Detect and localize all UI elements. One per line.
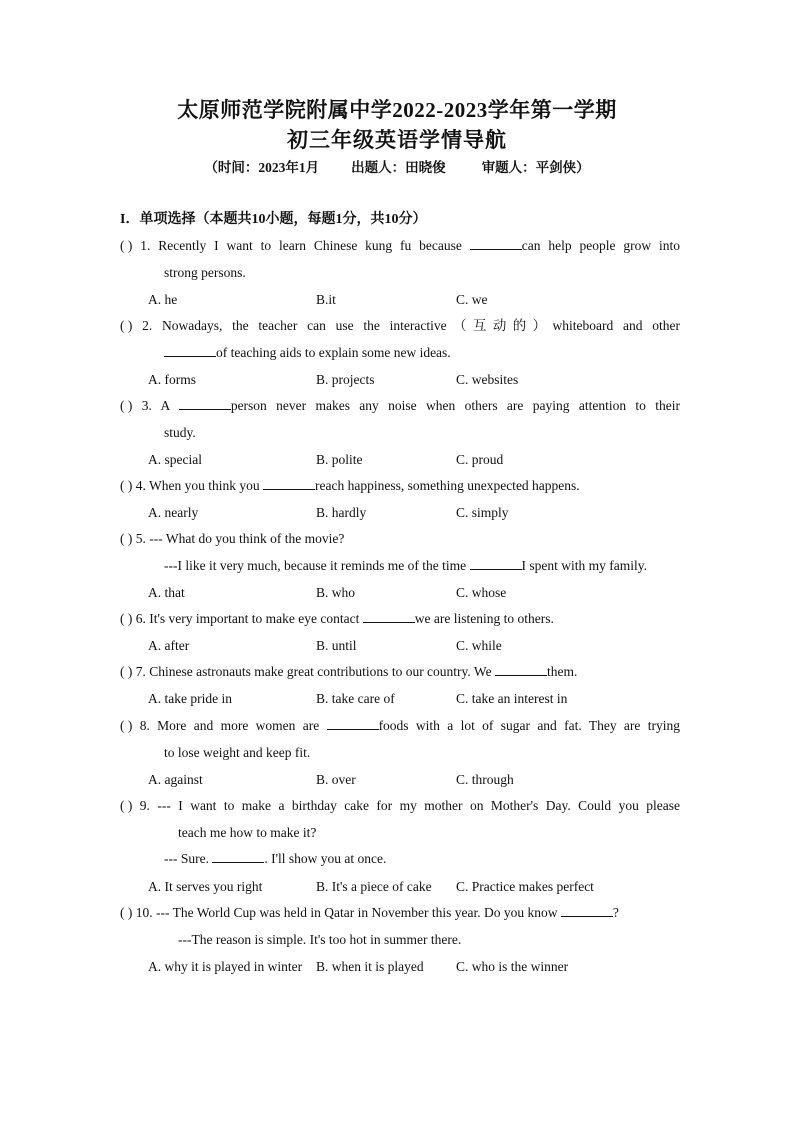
- option-a[interactable]: A. It serves you right: [148, 879, 263, 894]
- question-5: ( ) 5. --- What do you think of the movie? ---I like it very much, because it reminds me of the time I spent with my family.: [120, 531, 648, 573]
- question-1: ( ) 1. Recently I want to learn Chinese kung fu because can help people grow into strong persons.: [120, 238, 680, 280]
- exam-subtitle: 初三年级英语学情导航: [287, 128, 507, 152]
- question-4: ( ) 4. When you think you reach happiness, something unexpected happens.: [120, 478, 580, 493]
- option-c[interactable]: C. websites: [456, 372, 519, 387]
- option-c[interactable]: C. proud: [456, 452, 504, 467]
- exam-setter: 出题人：田晓俊: [351, 160, 446, 175]
- option-a[interactable]: A. he: [148, 292, 178, 307]
- option-a[interactable]: A. nearly: [148, 505, 199, 520]
- option-b[interactable]: B. projects: [316, 372, 375, 387]
- option-c[interactable]: C. whose: [456, 585, 507, 600]
- question-10: ( ) 10. --- The World Cup was held in Qatar in November this year. Do you know ? ---The reason is simple. It's too hot in summer there.: [120, 905, 619, 947]
- exam-time: （时间：2023年1月: [204, 160, 320, 175]
- answer-blank[interactable]: [363, 610, 415, 623]
- option-a[interactable]: A. after: [148, 638, 190, 653]
- answer-blank[interactable]: [470, 237, 522, 250]
- question-9: ( ) 9. --- I want to make a birthday cake for my mother on Mother's Day. Could you please teach me how to make it? --- Sure. . I'll show you at once.: [120, 798, 680, 866]
- option-b[interactable]: B. polite: [316, 452, 363, 467]
- option-b[interactable]: B. take care of: [316, 691, 395, 706]
- option-a[interactable]: A. against: [148, 772, 203, 787]
- section-heading: I．单项选择（本题共10小题，每题1分，共10分）: [120, 212, 427, 227]
- option-b[interactable]: B. who: [316, 585, 356, 600]
- option-b[interactable]: B. It's a piece of cake: [316, 879, 432, 894]
- answer-blank[interactable]: [495, 663, 547, 676]
- answer-blank[interactable]: [179, 397, 231, 410]
- answer-blank[interactable]: [327, 717, 379, 730]
- answer-blank[interactable]: [470, 557, 522, 570]
- option-c[interactable]: C. take an interest in: [456, 691, 568, 706]
- option-b[interactable]: B. when it is played: [316, 959, 424, 974]
- option-c[interactable]: C. through: [456, 772, 514, 787]
- answer-blank[interactable]: [164, 344, 216, 357]
- option-c[interactable]: C. who is the winner: [456, 959, 569, 974]
- question-8: ( ) 8. More and more women are foods with a lot of sugar and fat. They are trying to lose weight and keep fit.: [120, 718, 680, 760]
- option-c[interactable]: C. simply: [456, 505, 509, 520]
- question-2: ( ) 2. Nowadays, the teacher can use the interactive（互动的）whiteboard and other of teaching aids to explain some new ideas.: [120, 318, 680, 360]
- option-b[interactable]: B. over: [316, 772, 356, 787]
- exam-title: 太原师范学院附属中学2022-2023学年第一学期: [177, 98, 617, 122]
- answer-blank[interactable]: [263, 477, 315, 490]
- question-7: ( ) 7. Chinese astronauts make great contributions to our country. We them.: [120, 664, 578, 679]
- option-b[interactable]: B. hardly: [316, 505, 367, 520]
- option-a[interactable]: A. forms: [148, 372, 196, 387]
- exam-meta: [0, 156, 794, 176]
- option-c[interactable]: C. while: [456, 638, 502, 653]
- answer-blank[interactable]: [561, 904, 613, 917]
- option-c[interactable]: C. we: [456, 292, 488, 307]
- option-b[interactable]: B. until: [316, 638, 357, 653]
- option-a[interactable]: A. that: [148, 585, 185, 600]
- option-a[interactable]: A. take pride in: [148, 691, 232, 706]
- exam-reviewer: 审题人：平剑侠）: [481, 160, 590, 175]
- option-a[interactable]: A. why it is played in winter: [148, 959, 303, 974]
- question-6: ( ) 6. It's very important to make eye contact we are listening to others.: [120, 611, 554, 626]
- option-c[interactable]: C. Practice makes perfect: [456, 879, 594, 894]
- answer-blank[interactable]: [212, 850, 264, 863]
- question-3: ( ) 3. A person never makes any noise when others are paying attention to their study.: [120, 398, 680, 440]
- option-b[interactable]: B.it: [316, 292, 336, 307]
- option-a[interactable]: A. special: [148, 452, 202, 467]
